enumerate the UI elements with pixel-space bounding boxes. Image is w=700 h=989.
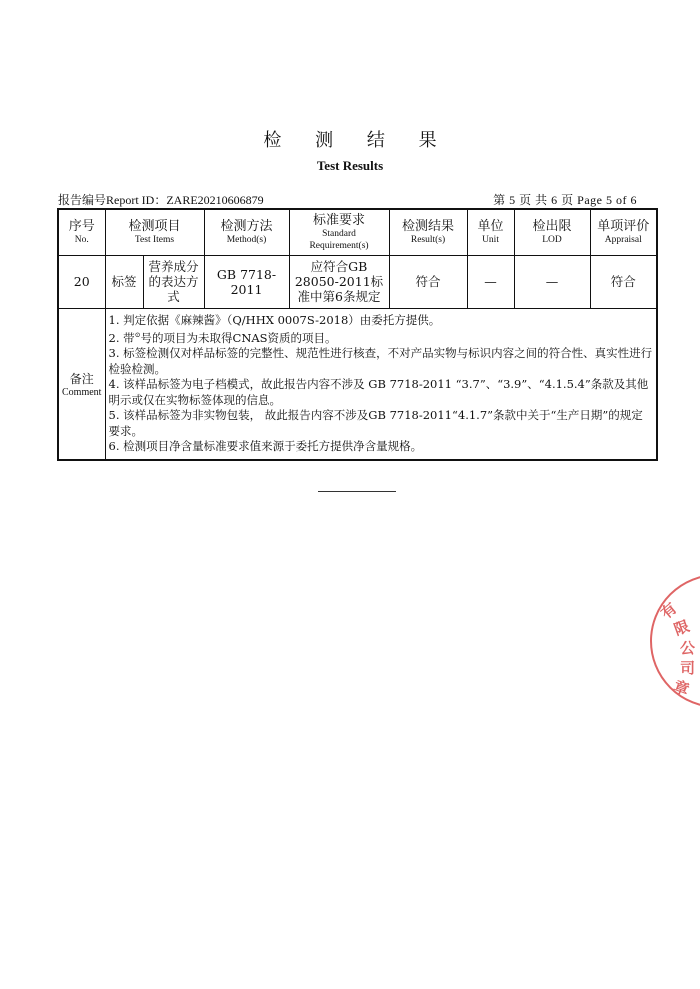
cell-requirement: 应符合GB 28050-2011标准中第6条规定	[289, 255, 389, 308]
seal-char-1: 有	[657, 599, 681, 623]
page-title-en: Test Results	[316, 158, 384, 173]
end-divider	[318, 491, 396, 492]
col-header-unit: 单位 Unit	[467, 209, 514, 255]
seal-char-2: 限	[671, 616, 692, 639]
col-header-appraisal: 单项评价 Appraisal	[590, 209, 657, 255]
page-title-cn: 检 测 结 果	[263, 130, 451, 151]
comment-line-6: 6. 检测项目净含量标准要求值来源于委托方提供净含量规格。	[108, 439, 423, 454]
comment-line-2: 2. 带⊙号的项目为未取得CNAS资质的项目。	[108, 330, 337, 345]
col-header-no: 序号 No.	[58, 209, 105, 255]
seal-char-3: 公	[680, 639, 696, 657]
col-header-lod: 检出限 LOD	[514, 209, 590, 255]
cell-item-main: 标签	[105, 255, 143, 308]
col-header-method: 检测方法 Method(s)	[204, 209, 289, 255]
seal-char-4: 司	[680, 659, 696, 677]
results-table	[57, 208, 658, 461]
table-row	[58, 255, 657, 308]
col-header-result: 检测结果 Result(s)	[389, 209, 467, 255]
cnas-mark-icon: ⊙	[134, 331, 141, 339]
comment-line-3: 3. 标签检测仅对样品标签的完整性、规范性进行核查，不对产品实物与标识内容之间的符合性、真实性进行检验检测。	[108, 346, 653, 376]
cell-item-sub: 营养成分的表达方式	[143, 255, 204, 308]
col-header-test-items: 检测项目 Test Items	[105, 209, 204, 255]
cell-method: GB 7718-2011	[204, 255, 289, 308]
col-header-requirement: 标准要求 Standard Requirement(s)	[289, 209, 389, 255]
comment-line-5: 5. 该样品标签为非实物包装， 故此报告内容不涉及GB 7718-2011“4.1.7”条款中关于“生产日期”的规定要求。	[108, 408, 643, 438]
comment-line-4: 4. 该样品标签为电子档模式，故此报告内容不涉及 GB 7718-2011 “3.7”、“3.9”、“4.1.5.4”条款及其他明示或仅在实物标签体现的信息。	[108, 377, 649, 407]
cell-appraisal: 符合	[590, 255, 657, 308]
comment-line-1: 1. 判定依据《麻辣酱》（Q/HHX 0007S-2018）由委托方提供。	[108, 312, 441, 327]
comment-row	[58, 308, 657, 460]
table-header-row	[58, 209, 657, 255]
comment-label: 备注 Comment	[58, 308, 105, 460]
page-number: 第 5 页 共 6 页 Page 5 of 6	[493, 193, 637, 207]
cell-unit: —	[467, 255, 514, 308]
cell-no: 20	[58, 255, 105, 308]
comment-body	[105, 308, 657, 460]
cell-result: 符合	[389, 255, 467, 308]
cell-lod: —	[514, 255, 590, 308]
report-id: 报告编号Report ID：ZARE20210606879	[58, 193, 264, 207]
seal-char-5: 章	[671, 676, 692, 699]
